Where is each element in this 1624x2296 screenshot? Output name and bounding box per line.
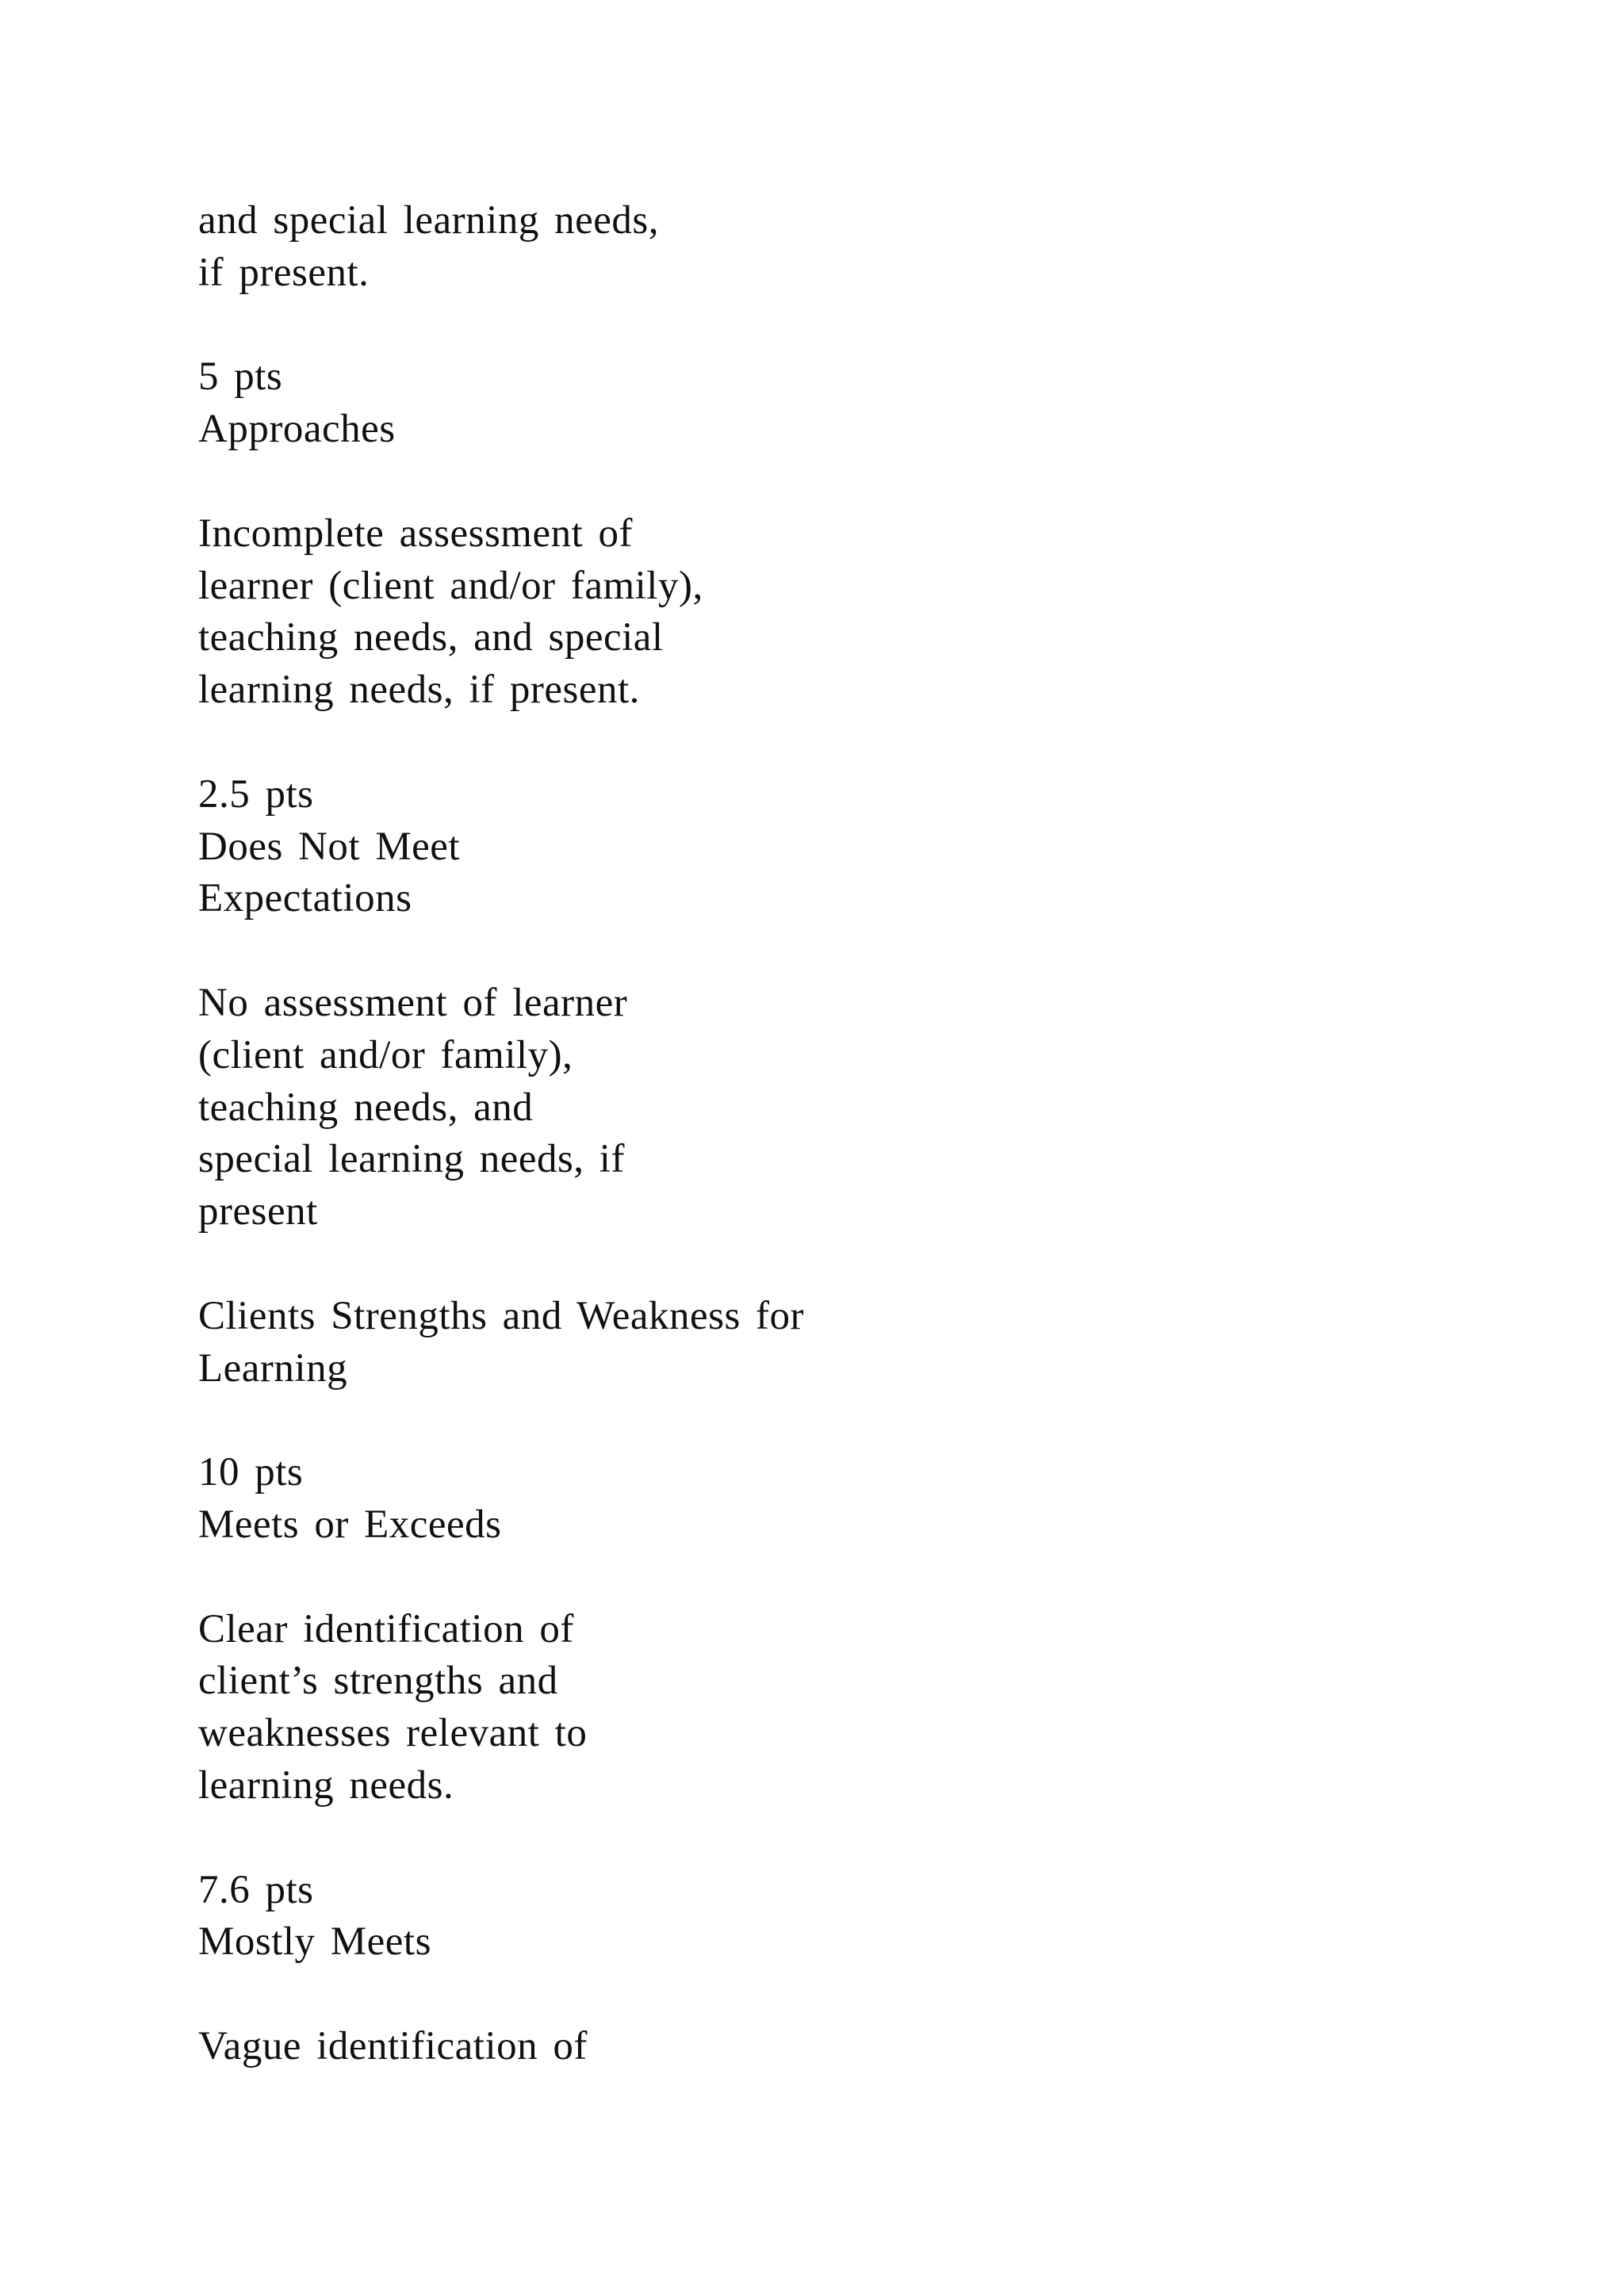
rating-label: Meets or Exceeds	[198, 1502, 502, 1547]
document-text	[198, 195, 1546, 2073]
criterion-heading: Clients Strengths and Weakness for	[198, 1293, 805, 1338]
text-line: learning needs.	[198, 1762, 454, 1808]
text-line: teaching needs, and	[198, 1085, 534, 1130]
points-label: 7.6 pts	[198, 1867, 314, 1912]
text-line: if present.	[198, 250, 370, 295]
text-line: special learning needs, if	[198, 1137, 625, 1182]
blank-line	[198, 1238, 1546, 1291]
blank-line	[198, 1395, 1546, 1447]
criterion-heading: Learning	[198, 1345, 348, 1391]
text-line: teaching needs, and special	[198, 615, 664, 660]
rating-label: Does Not Meet	[198, 824, 461, 869]
text-line: No assessment of learner	[198, 980, 628, 1025]
blank-line	[198, 1552, 1546, 1604]
text-line: learner (client and/or family),	[198, 563, 703, 608]
text-line: weaknesses relevant to	[198, 1711, 588, 1756]
blank-line	[198, 1969, 1546, 2021]
blank-line	[198, 717, 1546, 769]
points-label: 10 pts	[198, 1450, 304, 1495]
blank-line	[198, 300, 1546, 352]
text-line: present	[198, 1189, 318, 1234]
blank-line	[198, 1812, 1546, 1865]
text-line: Vague identification of	[198, 2023, 588, 2068]
text-line: and special learning needs,	[198, 198, 659, 243]
points-label: 5 pts	[198, 354, 283, 400]
blank-line	[198, 456, 1546, 508]
rating-label: Expectations	[198, 876, 412, 921]
blank-line	[198, 925, 1546, 978]
rating-label: Approaches	[198, 407, 396, 452]
text-line: learning needs, if present.	[198, 668, 640, 713]
text-line: (client and/or family),	[198, 1032, 573, 1077]
points-label: 2.5 pts	[198, 771, 314, 817]
text-line: Clear identification of	[198, 1606, 574, 1651]
text-line: Incomplete assessment of	[198, 511, 634, 556]
text-line: client’s strengths and	[198, 1659, 558, 1704]
rating-label: Mostly Meets	[198, 1919, 431, 1965]
